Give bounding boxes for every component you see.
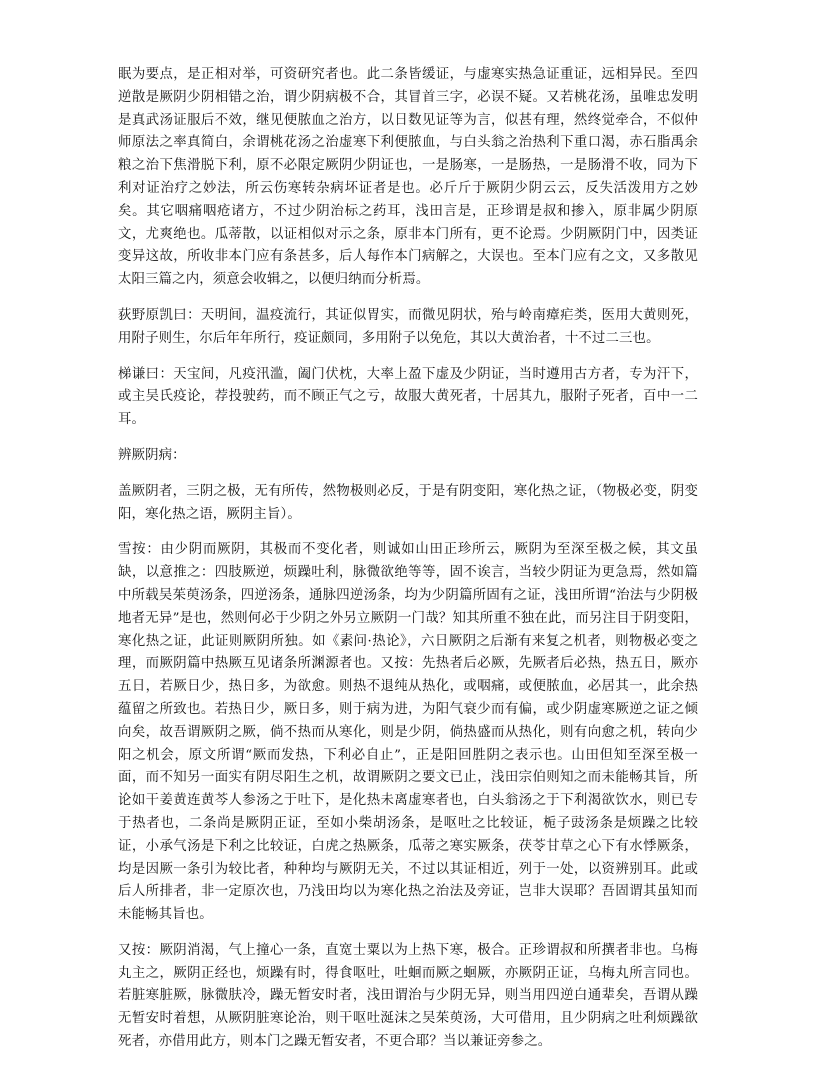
paragraph-commentary-continuation: 眠为要点，是正相对举，可资研究者也。此二条皆缓证，与虚寒实热急证重证，远相异民。至四逆散是厥阴少阴相错之治，谓少阴病极不合，其冒首三字，必误不疑。又若桃花汤，虽唯忠发明是真武汤证服后不效，继见便脓血之治方，以日数见证等为言，似甚有理，然终觉牵合，不似仲师原法之率真简白，余谓桃花汤之治虚寒下利便脓血，与白头翁之治热利下重口渴，赤石脂禹余粮之治下焦滑脱下利，原不必限定厥阴少阴证也，一是肠寒，一是肠热，一是肠滑不收，同为下利对证治疗之妙法，所云伤寒转杂病坏证者是也。必斤斤于厥阴少阴云云，反失活泼用方之妙矣。其它咽痛咽疮诸方，不过少阴治标之药耳，浅田言是，正珍谓是叔和掺入，原非属少阴原文，尤爽绝也。瓜蒂散，以证相似对示之条，原非本门所有，更不论焉。少阴厥阴门中，因类证变异这故，所收非本门应有条甚多，后人每作本门病解之，大误也。至本门应有之文，又多散见太阳三篇之内，须意会收辑之，以便归纳而分析焉。 bbox=[118, 67, 698, 288]
paragraph-additional-note: 又按：厥阴消渴，气上撞心一条，直宽士粟以为上热下寒，极合。正珍谓叔和所撰者非也。乌梅丸主之，厥阴正经也，烦躁有时，得食呕吐，吐蛔而厥之蛔厥，亦厥阴正证，乌梅丸所言同也。若脏寒脏厥，脉微肤冷，躁无暂安时者，浅田谓治与少阴无异，则当用四逆白通辈矣，吾谓从躁无暂安时着想，从厥阴脏寒论治，则干呕吐涎沫之吴茱萸汤，大可借用，且少阴病之吐利烦躁欲死者，亦借用此方，则本门之躁无暂安者，不更合耶？当以兼证旁参之。 bbox=[118, 942, 698, 1050]
section-heading-jueyin: 辨厥阴病： bbox=[118, 447, 186, 463]
paragraph-ogino-quote: 荻野原凯曰：天明间，温疫流行，其证似胃实，而微见阴状，殆与岭南瘴疟类，医用大黄则死，用附子则生，尔后年年所行，疫证颇同，多用附子以免危，其以大黄治者，十不过二三也。 bbox=[118, 307, 698, 346]
paragraph-jueyin-definition: 盖厥阴者，三阴之极，无有所传，然物极则必反，于是有阴变阳，寒化热之证，（物极必变，阴变阳，寒化热之语，厥阴主旨）。 bbox=[118, 483, 698, 522]
paragraph-tiqian-quote: 梯谦曰：天宝间，凡疫汛滥，阖门伏枕，大率上盈下虚及少阴证，当时遵用古方者，专为汗下，或主吴氏疫论，荐投驶药，而不顾正气之亏，故服大黄死者，十居其九，服附子死者，百中一二耳。 bbox=[118, 366, 698, 428]
paragraph-xue-note: 雪按：由少阴而厥阴，其极而不变化者，则诚如山田正珍所云，厥阴为至深至极之候，其文虽缺，以意推之：四肢厥逆，烦躁吐利，脉微欲绝等等，固不诶言，当较少阴证为更急焉，然如篇中所载吴茱萸汤条，四逆汤条，通脉四逆汤条，均为少阴篇所固有之证，浅田所谓“治法与少阴极地者无异”是也，然则何必于少阴之外另立厥阴一门哉？知其所重不独在此，而另注目于阴变阳，寒化热之证，此证则厥阴所独。如《素问·热论》，六日厥阴之后渐有来复之机者，则物极必变之理，而厥阴篇中热厥互见诸条所渊源者也。又按：先热者后必厥，先厥者后必热，热五日，厥亦五日，若厥日少，热日多，为欲愈。则热不退纯从热化，或咽痛，或便脓血，必居其一，此余热蕴留之所致也。若热日少，厥日多，则于病为进，为阳气衰少而有偏，或少阴虚寒厥逆之证之倾向矣，故吾谓厥阴之厥，倘不热而从寒化，则是少阴，倘热盛而从热化，则有向愈之机，转向少阳之机会，原文所谓“厥而发热，下利必自止”，正是阳回胜阴之表示也。山田但知至深至极一面，而不知另一面实有阴尽阳生之机，故谓厥阴之要文已止，浅田宗伯则知之而未能畅其旨，所论如干姜黄连黄芩人参汤之于吐下，是化热未离虚寒者也，白头翁汤之于下利渴欲饮水，则已专于热者也，二条尚是厥阴正证，至如小柴胡汤条，是呕吐之比较证，栀子豉汤条是烦躁之比较证，小承气汤是下利之比较证，白虎之热厥条，瓜蒂之寒实厥条，茯苓甘草之心下有水悸厥条，均是因厥一条引为较比者，种种均与厥阴无关，不过以其证相近，列于一处，以资辨别耳。此或后人所排者，非一定原次也，乃浅田均以为寒化热之治法及旁证，岂非大误耶？吾固谓其虽知而未能畅其旨也。 bbox=[118, 542, 698, 923]
document-page bbox=[118, 64, 698, 1067]
